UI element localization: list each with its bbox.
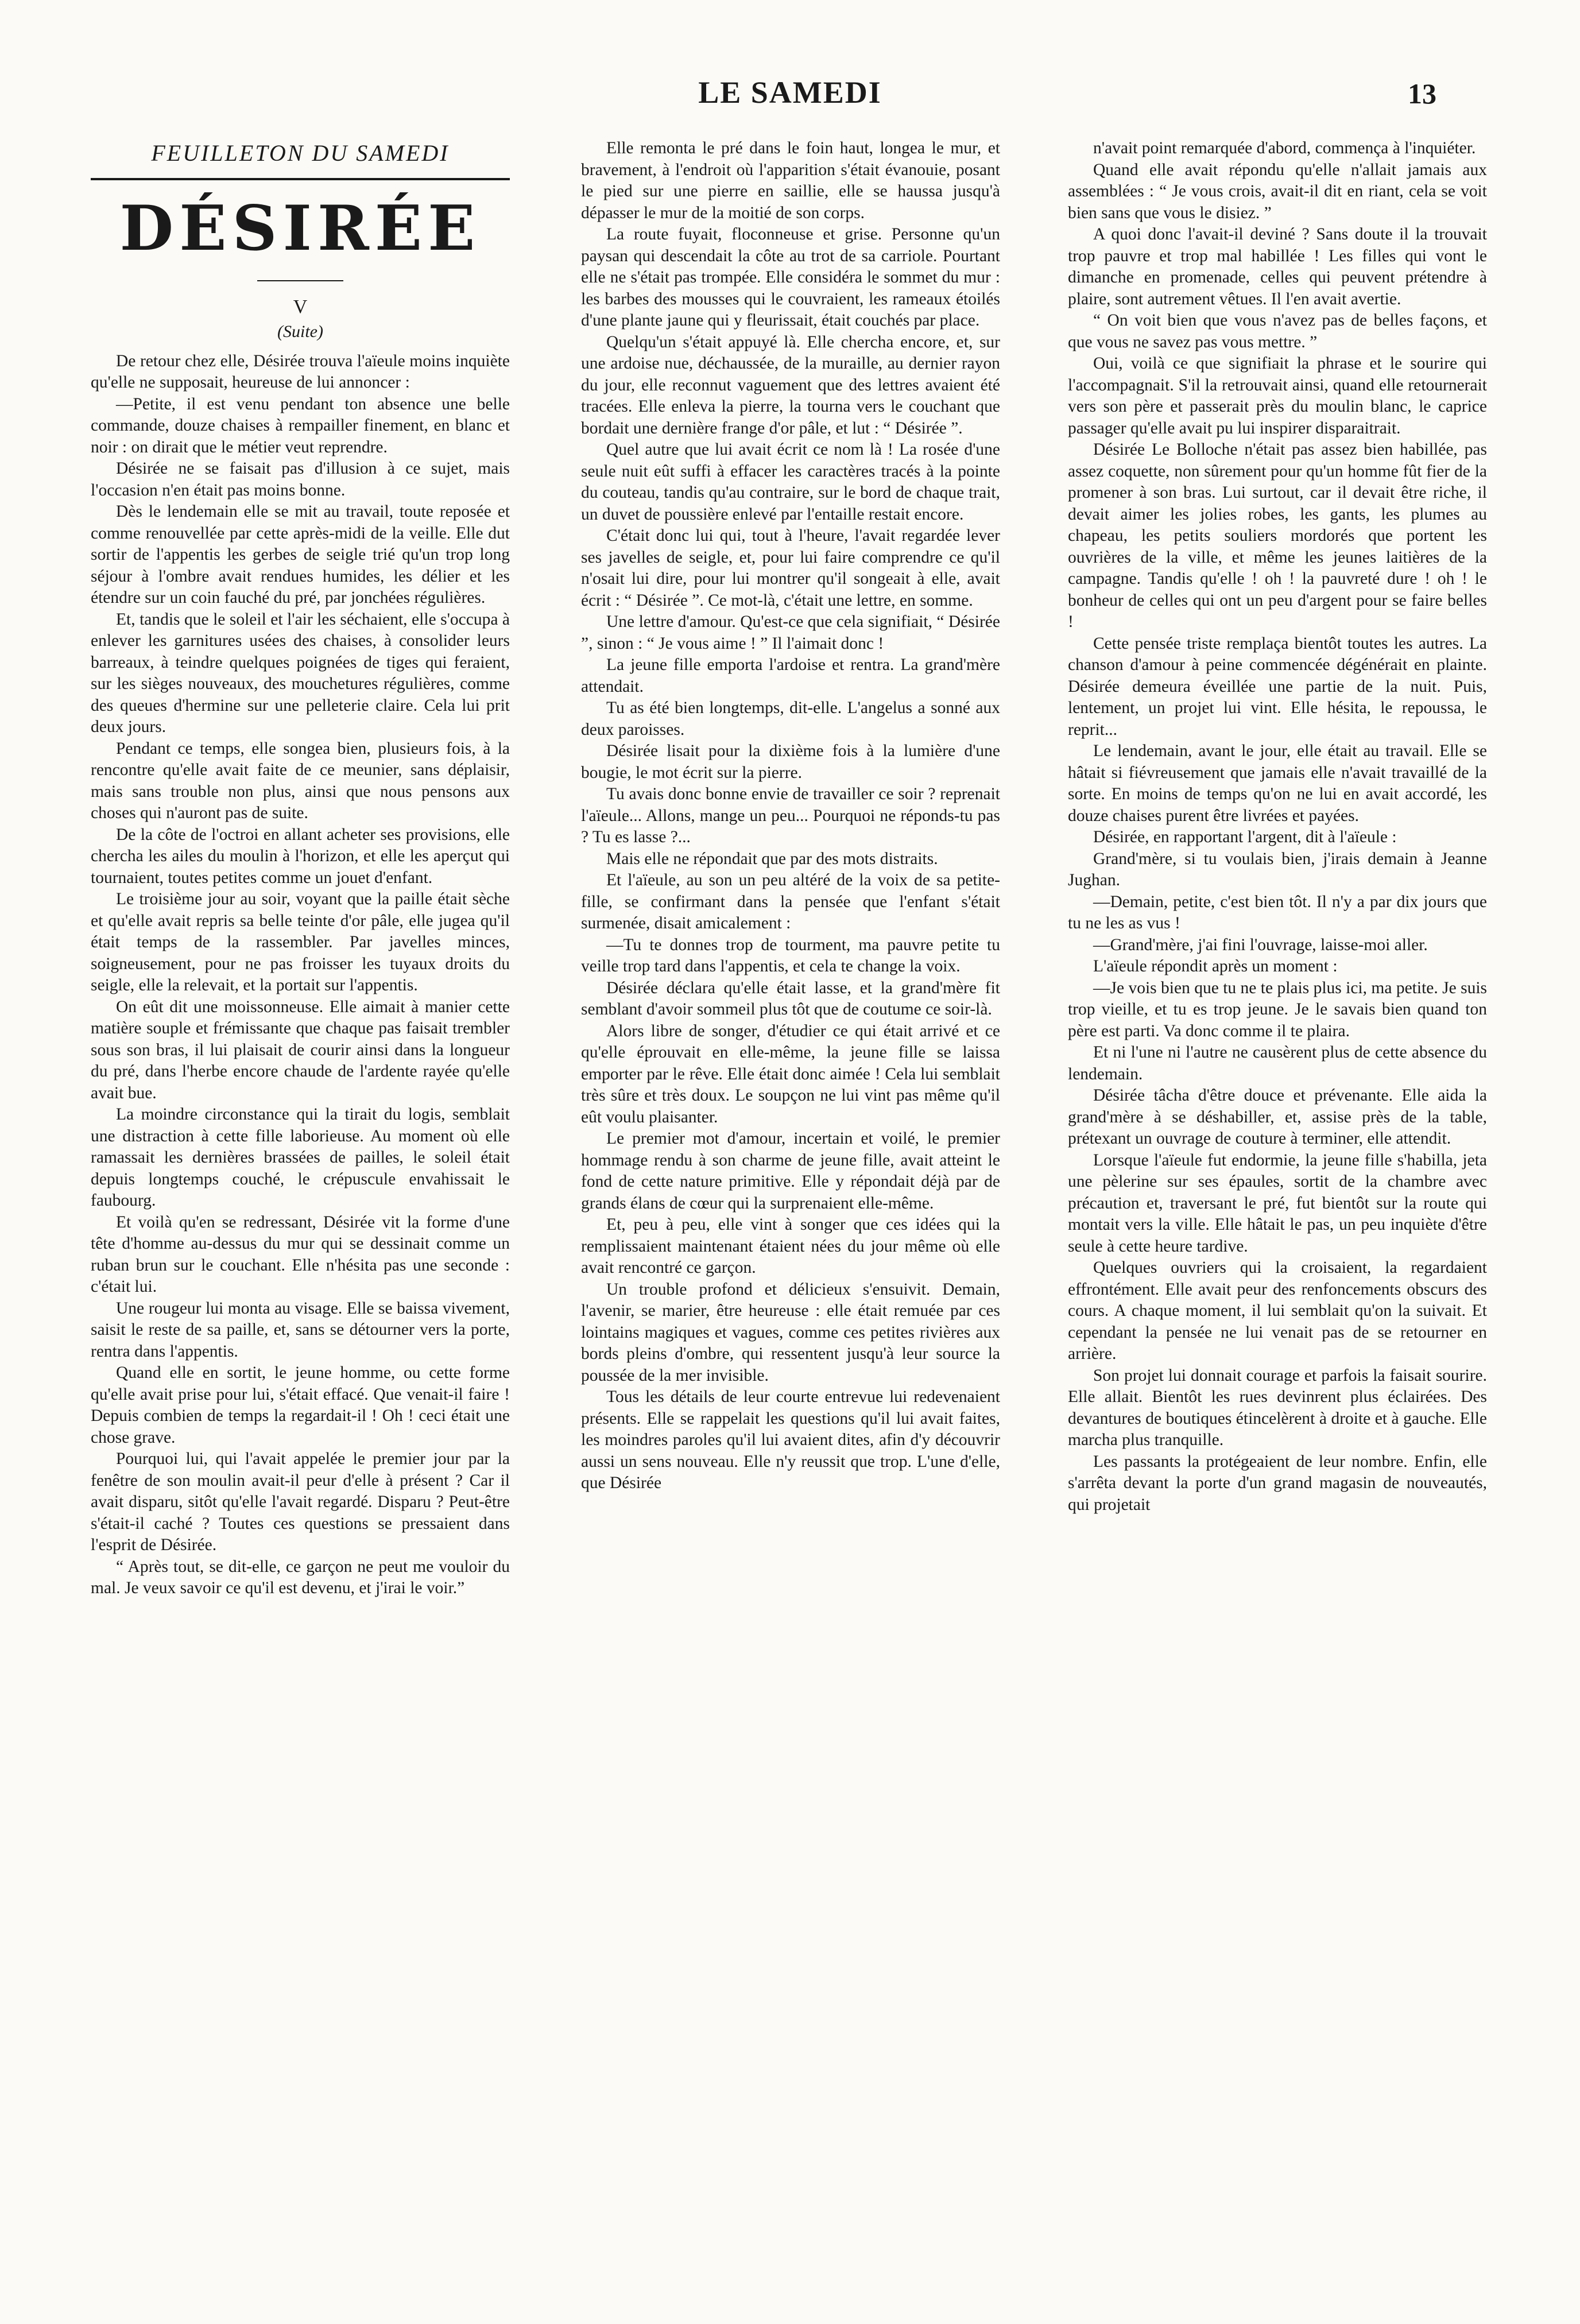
- paragraph: Les passants la protégeaient de leur nombre. Enfin, elle s'arrêta devant la porte d'un grand magasin de nouveautés, qui projetait: [1068, 1452, 1487, 1514]
- paragraph: “ On voit bien que vous n'avez pas de belles façons, et que vous ne savez pas vous mettre. ”: [1068, 311, 1487, 351]
- paragraph: Alors libre de songer, d'étudier ce qui était arrivé et ce qu'elle éprouvait en elle-même, la jeune fille se laissa emporter par le rêve. Elle était donc aimée ! Cela lui semblait très sûre et très doux. Le soupçon ne lui vint pas même qu'il eût voulu plaisanter.: [581, 1021, 1000, 1126]
- paragraph: —Petite, il est venu pendant ton absence une belle commande, douze chaises à rempailler finement, en blanc et noir : on dirait que le métier veut reprendre.: [91, 394, 510, 456]
- chapter-number: V: [293, 296, 308, 317]
- paragraph: —Grand'mère, j'ai fini l'ouvrage, laisse-moi aller.: [1093, 935, 1428, 954]
- paragraph: n'avait point remarquée d'abord, commença à l'inquiéter.: [1093, 139, 1476, 157]
- column-2-body: [581, 138, 1000, 1494]
- paragraph: Tous les détails de leur courte entrevue lui redevenaient présents. Elle se rappelait les questions qu'il lui avait faites, les moindres paroles qu'il lui avaient dites, afin d'y découvrir aussi un sens nouveau. Elle n'y reussit que trop. L'une d'elle, que Désirée: [581, 1388, 1000, 1492]
- article-columns: [86, 138, 1510, 2262]
- page-header: [0, 75, 1580, 121]
- paragraph: Quelques ouvriers qui la croisaient, la regardaient effrontément. Elle avait peur des renfoncements obscurs des cours. A chaque moment, il lui semblait qu'on la suivait. Et cependant la pensée ne lui venait pas de se retourner en arrière.: [1068, 1258, 1487, 1363]
- paragraph: Mais elle ne répondait que par des mots distraits.: [606, 849, 938, 868]
- paragraph: Elle remonta le pré dans le foin haut, longea le mur, et bravement, à l'endroit où l'apparition s'était évanouie, posant le pied sur une pierre en saillie, elle se haussa jusqu'à dépasser le mur de la moitié de son corps.: [581, 139, 1000, 222]
- paragraph: Grand'mère, si tu voulais bien, j'irais demain à Jeanne Jughan.: [1068, 849, 1487, 889]
- paragraph: Désirée lisait pour la dixième fois à la lumière d'une bougie, le mot écrit sur la pierre.: [581, 742, 1000, 782]
- paragraph: —Demain, petite, c'est bien tôt. Il n'y a par dix jours que tu ne les as vus !: [1068, 892, 1487, 932]
- paragraph: Tu avais donc bonne envie de travailler ce soir ? reprenait l'aïeule... Allons, mange un peu... Pourquoi ne réponds-tu pas ? Tu es lasse ?...: [581, 785, 1000, 846]
- paragraph: Le premier mot d'amour, incertain et voilé, le premier hommage rendu à son charme de jeune fille, avait atteint le fond de cette nature primitive. Elle y répondait déjà par de grands élans de cœur qui la surprenaient elle-même.: [581, 1129, 1000, 1213]
- paragraph: Lorsque l'aïeule fut endormie, la jeune fille s'habilla, jeta une pèlerine sur ses épaules, sortit de la chambre avec précaution et, traversant le pré, fut bientôt sur la route qui montait vers la ville. Elle hâtait le pas, un peu inquiète d'être seule à cette heure tardive.: [1068, 1151, 1487, 1256]
- paragraph: Quand elle en sortit, le jeune homme, ou cette forme qu'elle avait prise pour lui, s'était effacé. Que venait-il faire ! Depuis combien de temps la regardait-il ! Oh ! ceci était une chose grave.: [91, 1364, 510, 1447]
- suite-label: (Suite): [277, 322, 323, 341]
- paragraph: L'aïeule répondit après un moment :: [1093, 957, 1338, 975]
- paragraph: De la côte de l'octroi en allant acheter ses provisions, elle chercha les ailes du moulin à l'horizon, et elle les aperçut qui tournaient, toutes petites comme un jouet d'enfant.: [91, 825, 510, 887]
- paragraph: Quand elle avait répondu qu'elle n'allait jamais aux assemblées : “ Je vous crois, avait-il dit en riant, cela se voit bien sans que vous le disiez. ”: [1068, 160, 1487, 222]
- paragraph: Et ni l'une ni l'autre ne causèrent plus de cette absence du lendemain.: [1068, 1043, 1487, 1083]
- paragraph: Désirée tâcha d'être douce et prévenante. Elle aida la grand'mère à se déshabiller, et, assise près de la table, prétexant un ouvrage de couture à terminer, elle attendit.: [1068, 1086, 1487, 1148]
- paragraph: —Tu te donnes trop de tourment, ma pauvre petite tu veille trop tard dans l'appentis, et cela te change la voix.: [581, 935, 1000, 975]
- paragraph: Pendant ce temps, elle songea bien, plusieurs fois, à la rencontre qu'elle avait faite de ce meunier, sans déplaisir, mais sans trouble non plus, ainsi que nous pensons aux choses qui n'auront pas de suite.: [91, 739, 510, 822]
- column-2: [581, 138, 1000, 2262]
- paragraph: Pourquoi lui, qui l'avait appelée le premier jour par la fenêtre de son moulin avait-il peur d'elle à présent ? Car il avait disparu, sitôt qu'elle l'avait regardé. Disparu ? Peut-être s'était-il caché ? Toutes ces questions se pressaient dans l'esprit de Désirée.: [91, 1450, 510, 1554]
- heading-rule: [91, 178, 510, 180]
- paragraph: Désirée ne se faisait pas d'illusion à ce sujet, mais l'occasion n'en était pas moins bonne.: [91, 459, 510, 499]
- paragraph: Tu as été bien longtemps, dit-elle. L'angelus a sonné aux deux paroisses.: [581, 699, 1000, 739]
- paragraph: Une lettre d'amour. Qu'est-ce que cela signifiait, “ Désirée ”, sinon : “ Je vous aime ! ” Il l'aimait donc !: [581, 613, 1000, 653]
- story-title: DÉSIRÉE: [119, 192, 481, 265]
- paragraph: De retour chez elle, Désirée trouva l'aïeule moins inquiète qu'elle ne supposait, heureuse de lui annoncer :: [91, 351, 510, 392]
- paragraph: Et, tandis que le soleil et l'air les séchaient, elle s'occupa à enlever les garnitures usées des chaises, à consolider leurs barreaux, à teindre quelques poignées de tiges qui feraient, sur les sièges nouveaux, des mouchetures régulières, comme des queues d'hermine sur une pelleterie claire. Cela lui prit deux jours.: [91, 610, 510, 736]
- paragraph: La moindre circonstance qui la tirait du logis, semblait une distraction à cette fille laborieuse. Au moment où elle ramassait les dernières brassées de pailles, le soleil était depuis longtemps couché, le crépuscule envahissait le faubourg.: [91, 1105, 510, 1210]
- paragraph: Et voilà qu'en se redressant, Désirée vit la forme d'une tête d'homme au-dessus du mur qui se dessinait comme un ruban brun sur le couchant. Elle n'hésita pas une seconde : c'était lui.: [91, 1213, 510, 1296]
- paragraph: C'était donc lui qui, tout à l'heure, l'avait regardée lever ses javelles de seigle, et, pour lui faire comprendre ce qu'il n'osait lui dire, pour lui montrer qu'il songeait à elle, avait écrit : “ Désirée ”. Ce mot-là, c'était une lettre, en somme.: [581, 526, 1000, 610]
- paragraph: Désirée Le Bolloche n'était pas assez bien habillée, pas assez coquette, non sûrement pour qu'un homme fût fier de la promener à son bras. Lui surtout, car il devait être riche, il devait aimer les jolies robes, les gants, les plumes au chapeau, les petits souliers mordorés que portent les ouvrières de la ville, et même les jeunes laitières de la campagne. Tandis qu'elle ! oh ! la pauvreté dure ! oh ! le bonheur de celles qui ont un peu d'argent pour se faire belles !: [1068, 440, 1487, 631]
- paragraph: Son projet lui donnait courage et parfois la faisait sourire. Elle allait. Bientôt les rues devinrent plus éclairées. Des devantures de boutiques étincelèrent à droite et à gauche. Elle marcha plus tranquille.: [1068, 1366, 1487, 1449]
- paragraph: —Je vois bien que tu ne te plais plus ici, ma petite. Je suis trop vieille, et tu es trop jeune. Je le savais bien quand ton père est parti. Va donc comme il te plaira.: [1068, 978, 1487, 1040]
- column-1: [91, 138, 510, 2262]
- paragraph: La route fuyait, floconneuse et grise. Personne qu'un paysan qui descendait la côte au trot de sa carriole. Pourtant elle ne s'était pas trompée. Elle considéra le sommet du mur : les barbes des mousses qui le couvraient, les rameaux étoilés d'une plante jaune qui y fleurissait, était couchés par place.: [581, 225, 1000, 330]
- paragraph: Et l'aïeule, au son un peu altéré de la voix de sa petite-fille, se confirmant dans la pensée que l'enfant s'était surmenée, disait amicalement :: [581, 871, 1000, 932]
- paragraph: “ Après tout, se dit-elle, ce garçon ne peut me vouloir du mal. Je veux savoir ce qu'il est devenu, et j'irai le voir.”: [91, 1557, 510, 1597]
- paragraph: Désirée déclara qu'elle était lasse, et la grand'mère fit semblant d'avoir sommeil plus tôt que de coutume ce soir-là.: [581, 978, 1000, 1018]
- title-divider: [257, 280, 343, 281]
- paragraph: On eût dit une moissonneuse. Elle aimait à manier cette matière souple et frémissante que chaque pas faisait trembler sous son bras, il lui plaisait de courir ainsi dans la longueur du pré, dans l'herbe encore chaude de l'ardente rayée qu'elle avait bue.: [91, 997, 510, 1102]
- paragraph: Cette pensée triste remplaça bientôt toutes les autres. La chanson d'amour à peine commencée dégénérait en plainte. Désirée demeura éveillée une partie de la nuit. Puis, lentement, un projet lui vint. Elle hésita, le repoussa, le reprit...: [1068, 634, 1487, 739]
- paragraph: Quelqu'un s'était appuyé là. Elle chercha encore, et, sur une ardoise nue, déchaussée, de la muraille, au dernier rayon du jour, elle reconnut vaguement que des lettres avaient été tracées. Elle enleva la pierre, la tourna vers le couchant que bordait une dernière frange d'or pâle, et lut : “ Désirée ”.: [581, 332, 1000, 437]
- paragraph: Un trouble profond et délicieux s'ensuivit. Demain, l'avenir, se marier, être heureuse : elle était remuée par ces lointains magiques et vagues, comme ces petites rivières aux bords pleins d'ombre, qui ressentent jusqu'à leur source la poussée de la mer invisible.: [581, 1280, 1000, 1385]
- masthead: LE SAMEDI: [698, 75, 882, 110]
- paragraph: Et, peu à peu, elle vint à songer que ces idées qui la remplissaient maintenant étaient nées du jour même où elle avait rencontré ce garçon.: [581, 1215, 1000, 1277]
- page-number: 13: [1408, 78, 1436, 110]
- paragraph: Quel autre que lui avait écrit ce nom là ! La rosée d'une seule nuit eût suffi à effacer les caractères tracés à la pointe du couteau, tandis qu'au contraire, sur le bord de chaque trait, un duvet de poussière enlevé par l'entaille restait encore.: [581, 440, 1000, 524]
- paragraph: A quoi donc l'avait-il deviné ? Sans doute il la trouvait trop pauvre et trop mal habillée ! Les filles qui vont le dimanche en promenade, celles qui peuvent prétendre à plaire, sont autrement vêtues. Il l'en avait avertie.: [1068, 225, 1487, 308]
- column-3: [1068, 138, 1487, 2262]
- paragraph: Dès le lendemain elle se mit au travail, toute reposée et comme renouvellée par cette après-midi de la veille. Elle dut sortir de l'appentis les gerbes de seigle trié qu'un trop long séjour à l'ombre avait rendues humides, les délier et les étendre sur un coin fauché du pré, par jonchées régulières.: [91, 502, 510, 607]
- paragraph: Une rougeur lui monta au visage. Elle se baissa vivement, saisit le reste de sa paille, et, sans se détourner vers la porte, rentra dans l'appentis.: [91, 1299, 510, 1361]
- column-3-body: [1068, 138, 1487, 1516]
- column-1-body: [91, 351, 510, 1599]
- paragraph: La jeune fille emporta l'ardoise et rentra. La grand'mère attendait.: [581, 656, 1000, 696]
- paragraph: Le lendemain, avant le jour, elle était au travail. Elle se hâtait si fiévreusement que jamais elle n'avait travaillé de la sorte. En moins de temps qu'on ne lui en avait accordé, les douze chaises purent être livrées et payées.: [1068, 742, 1487, 825]
- paragraph: Le troisième jour au soir, voyant que la paille était sèche et qu'elle avait repris sa belle teinte d'or pâle, elle jugea qu'il était temps de la rassembler. Par javelles minces, soigneusement, pour ne pas froisser les tuyaux droits du seigle, elle la relevait, et la portait sur l'appentis.: [91, 890, 510, 994]
- feuilleton-heading: FEUILLETON DU SAMEDI: [151, 140, 450, 166]
- paragraph: Désirée, en rapportant l'argent, dit à l'aïeule :: [1093, 828, 1397, 846]
- paragraph: Oui, voilà ce que signifiait la phrase et le sourire qui l'accompagnait. S'il la retrouvait ainsi, quand elle retournerait vers son père et passerait près du moulin blanc, le caprice passager qu'elle avait pu lui inspirer disparaitrait.: [1068, 354, 1487, 437]
